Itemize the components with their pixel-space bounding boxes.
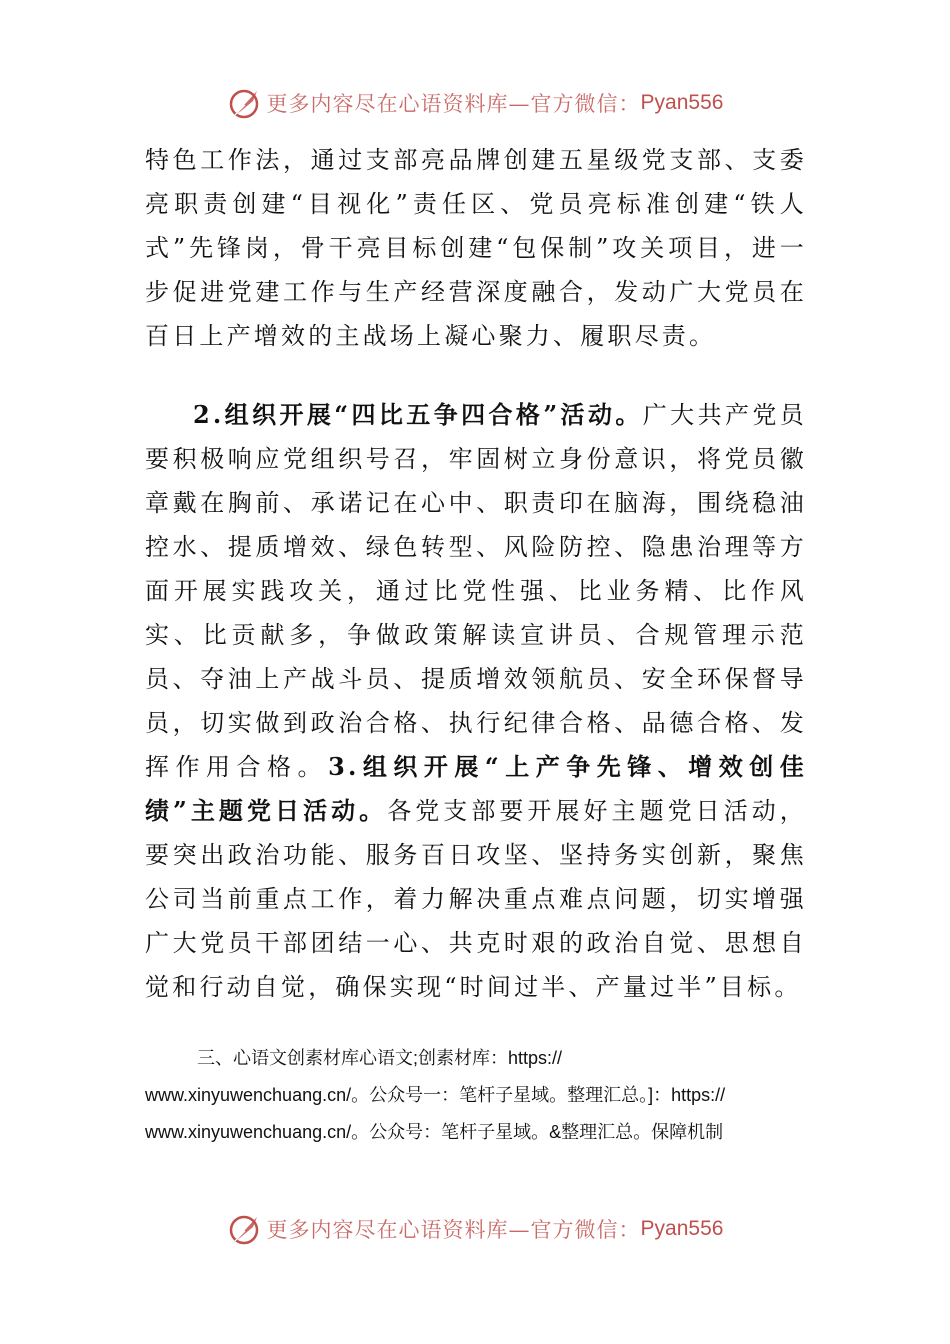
banner-text: 更多内容尽在心语资料库—官方微信： bbox=[266, 92, 641, 116]
quill-logo-icon bbox=[227, 1211, 263, 1247]
quill-logo-icon bbox=[227, 85, 263, 121]
paragraph-2 bbox=[145, 393, 807, 1009]
footer-note bbox=[145, 1040, 825, 1151]
footer-banner bbox=[0, 1209, 950, 1249]
banner-wechat-id: Pyan556 bbox=[640, 1217, 724, 1240]
heading-item-3: 3.组织开展“上产争先锋、增效创佳绩”主题党日活动。 bbox=[145, 752, 808, 825]
banner-wechat-id: Pyan556 bbox=[640, 91, 724, 114]
heading-item-2: 2.组织开展“四比五争四合格”活动。 bbox=[193, 400, 643, 429]
footer-note-line-3: www.xinyuwenchuang.cn/。公众号：笔杆子星域。&整理汇总。保障机制 bbox=[145, 1122, 724, 1142]
paragraph-2-text: 广大共产党员要积极响应党组织号召，牢固树立身份意识，将党员徽章戴在胸前、承诺记在心中、职责印在脑海，围绕稳油控水、提质增效、绿色转型、风险防控、隐患治理等方面开展实践攻关，通过比党性强、比业务精、比作风实、比贡献多，争做政策解读宣讲员、合规管理示范员、夺油上产战斗员、提质增效领航员、安全环保督导员，切实做到政治合格、执行纪律合格、品德合格、发挥作用合格。 bbox=[145, 401, 807, 781]
banner-text: 更多内容尽在心语资料库—官方微信： bbox=[266, 1218, 641, 1242]
footer-note-line-2: www.xinyuwenchuang.cn/。公众号一：笔杆子星域。整理汇总。]：https:// bbox=[145, 1085, 726, 1105]
header-banner bbox=[0, 83, 950, 123]
paragraph-1: 特色工作法，通过支部亮品牌创建五星级党支部、支委亮职责创建“目视化”责任区、党员亮标准创建“铁人式”先锋岗，骨干亮目标创建“包保制”攻关项目，进一步促进党建工作与生产经营深度融合，发动广大党员在百日上产增效的主战场上凝心聚力、履职尽责。 bbox=[145, 146, 807, 350]
paragraph-3-text: 各党支部要开展好主题党日活动，要突出政治功能、服务百日攻坚、坚持务实创新，聚焦公司当前重点工作，着力解决重点难点问题，切实增强广大党员干部团结一心、共克时艰的政治自觉、思想自觉和行动自觉，确保实现“时间过半、产量过半”目标。 bbox=[145, 797, 808, 1001]
footer-note-line-1: 三、心语文创素材库心语文;创素材库：https:// bbox=[197, 1048, 563, 1068]
